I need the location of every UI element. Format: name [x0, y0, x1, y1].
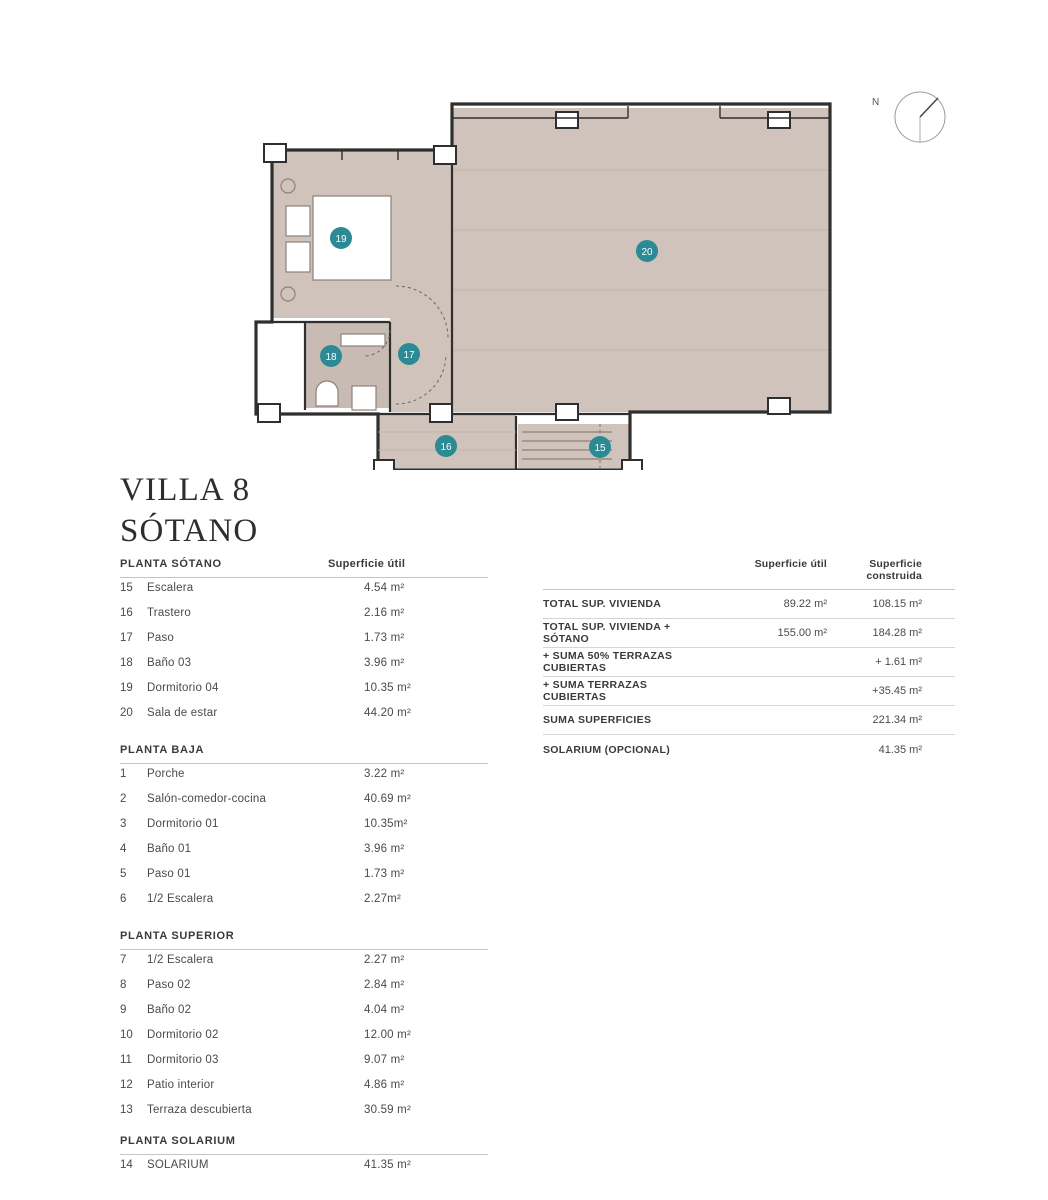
compass-icon — [888, 88, 958, 148]
summary-built: + 1.61 m² — [875, 656, 922, 668]
summary-row — [543, 735, 955, 764]
row-name: SOLARIUM — [147, 1159, 209, 1171]
table-row — [120, 793, 488, 818]
section-header-sotano — [120, 558, 488, 578]
summary-row — [543, 706, 955, 735]
row-value: 40.69 m² — [364, 793, 411, 805]
summary-col2-header: Superficie construida — [866, 558, 922, 582]
section-title: PLANTA SOLARIUM — [120, 1135, 236, 1147]
summary-useful: 89.22 m² — [783, 598, 827, 610]
row-name: Dormitorio 03 — [147, 1054, 219, 1066]
row-name: Baño 03 — [147, 657, 192, 669]
section-header-baja — [120, 744, 488, 764]
section-title: PLANTA BAJA — [120, 744, 205, 756]
summary-label: TOTAL SUP. VIVIENDA — [543, 598, 662, 610]
row-name: Paso — [147, 632, 175, 644]
table-row — [120, 1054, 488, 1079]
row-value: 2.27 m² — [364, 954, 405, 966]
row-number: 15 — [120, 582, 133, 594]
room-marker — [636, 240, 658, 262]
row-name: Paso 02 — [147, 979, 191, 991]
table-row — [120, 1104, 488, 1129]
table-row — [120, 868, 488, 893]
room-marker — [320, 345, 342, 367]
row-name: Porche — [147, 768, 185, 780]
summary-built: +35.45 m² — [872, 685, 922, 697]
row-number: 1 — [120, 768, 127, 780]
table-row — [120, 1079, 488, 1104]
row-name: Escalera — [147, 582, 194, 594]
svg-text:15: 15 — [594, 443, 606, 454]
row-number: 19 — [120, 682, 133, 694]
page-title — [120, 470, 540, 552]
summary-built: 108.15 m² — [872, 598, 922, 610]
compass-north-label: N — [872, 97, 880, 108]
room-marker — [398, 343, 420, 365]
summary-label: SOLARIUM (OPCIONAL) — [543, 743, 671, 756]
floor-plan-drawing — [0, 0, 1048, 470]
row-name: Dormitorio 01 — [147, 818, 219, 830]
summary-useful: 155.00 m² — [777, 627, 827, 639]
room-marker — [330, 227, 352, 249]
section-header-superior — [120, 930, 488, 950]
section-header-solarium — [120, 1135, 488, 1155]
row-number: 13 — [120, 1104, 133, 1116]
row-name: Dormitorio 04 — [147, 682, 219, 694]
table-row — [120, 607, 488, 632]
row-number: 8 — [120, 979, 127, 991]
table-row — [120, 979, 488, 1004]
row-value: 12.00 m² — [364, 1029, 411, 1041]
svg-text:20: 20 — [641, 247, 653, 258]
row-number: 6 — [120, 893, 127, 905]
row-number: 3 — [120, 818, 127, 830]
table-row — [120, 582, 488, 607]
table-row — [120, 954, 488, 979]
row-number: 7 — [120, 954, 127, 966]
row-number: 4 — [120, 843, 127, 855]
row-value: 1.73 m² — [364, 868, 405, 880]
table-row — [120, 893, 488, 918]
summary-built: 41.35 m² — [878, 743, 922, 756]
summary-table — [543, 558, 955, 764]
row-number: 16 — [120, 607, 133, 619]
svg-text:19: 19 — [335, 234, 347, 245]
summary-col1-header: Superficie útil — [754, 558, 827, 570]
svg-text:16: 16 — [440, 442, 452, 453]
summary-row — [543, 677, 955, 706]
table-row — [120, 768, 488, 793]
row-number: 18 — [120, 657, 133, 669]
row-value: 9.07 m² — [364, 1054, 405, 1066]
row-value: 3.96 m² — [364, 843, 405, 855]
table-row — [120, 818, 488, 843]
row-value: 4.04 m² — [364, 1004, 405, 1016]
table-row — [120, 1029, 488, 1054]
summary-row — [543, 648, 955, 677]
row-value: 10.35m² — [364, 818, 408, 830]
table-row — [120, 1004, 488, 1029]
summary-label: TOTAL SUP. VIVIENDA + SÓTANO — [543, 621, 671, 645]
row-number: 20 — [120, 707, 133, 719]
svg-text:18: 18 — [325, 352, 337, 363]
table-row — [120, 682, 488, 707]
summary-row — [543, 590, 955, 619]
table-row — [120, 657, 488, 682]
floor-plan — [0, 0, 1048, 470]
row-number: 9 — [120, 1004, 127, 1016]
row-name: Dormitorio 02 — [147, 1029, 219, 1041]
summary-label: + SUMA TERRAZAS CUBIERTAS — [543, 679, 648, 703]
row-name: 1/2 Escalera — [147, 954, 214, 966]
table-row — [120, 843, 488, 868]
compass-rose — [872, 88, 962, 148]
row-value: 41.35 m² — [364, 1159, 411, 1171]
table-row — [120, 632, 488, 657]
row-value: 3.22 m² — [364, 768, 405, 780]
row-name: Salón-comedor-cocina — [147, 793, 267, 805]
summary-row — [543, 619, 955, 648]
section-title: PLANTA SUPERIOR — [120, 930, 235, 942]
summary-built: 184.28 m² — [872, 627, 922, 639]
row-name: Terraza descubierta — [147, 1104, 252, 1116]
row-number: 14 — [120, 1159, 133, 1171]
table-row — [120, 707, 488, 732]
row-number: 5 — [120, 868, 127, 880]
areas-table — [120, 558, 488, 1184]
row-value: 1.73 m² — [364, 632, 405, 644]
section-subtitle: Superficie útil — [328, 558, 406, 570]
summary-header — [543, 558, 955, 590]
summary-built: 221.34 m² — [872, 714, 922, 726]
row-name: Baño 01 — [147, 843, 192, 855]
table-row — [120, 1159, 488, 1184]
row-value: 44.20 m² — [364, 707, 411, 719]
row-name: Paso 01 — [147, 868, 191, 880]
row-name: Sala de estar — [147, 707, 218, 719]
summary-label: + SUMA 50% TERRAZAS CUBIERTAS — [543, 650, 673, 674]
row-value: 2.27m² — [364, 893, 401, 905]
row-value: 30.59 m² — [364, 1104, 411, 1116]
room-marker — [435, 435, 457, 457]
row-name: 1/2 Escalera — [147, 893, 214, 905]
row-value: 4.54 m² — [364, 582, 405, 594]
row-name: Baño 02 — [147, 1004, 192, 1016]
row-number: 12 — [120, 1079, 133, 1091]
row-value: 3.96 m² — [364, 657, 405, 669]
summary-label: SUMA SUPERFICIES — [543, 714, 652, 726]
row-value: 4.86 m² — [364, 1079, 405, 1091]
row-number: 17 — [120, 632, 133, 644]
row-value: 2.16 m² — [364, 607, 405, 619]
title-line-1: VILLA 8 — [120, 472, 251, 508]
section-title: PLANTA SÓTANO — [120, 558, 222, 570]
svg-text:17: 17 — [403, 350, 415, 361]
row-name: Trastero — [147, 607, 191, 619]
row-number: 10 — [120, 1029, 133, 1041]
title-line-2: SÓTANO — [120, 513, 259, 549]
row-name: Patio interior — [147, 1079, 215, 1091]
row-value: 2.84 m² — [364, 979, 405, 991]
row-number: 2 — [120, 793, 127, 805]
room-marker — [589, 436, 611, 458]
row-number: 11 — [120, 1054, 132, 1066]
row-value: 10.35 m² — [364, 682, 411, 694]
